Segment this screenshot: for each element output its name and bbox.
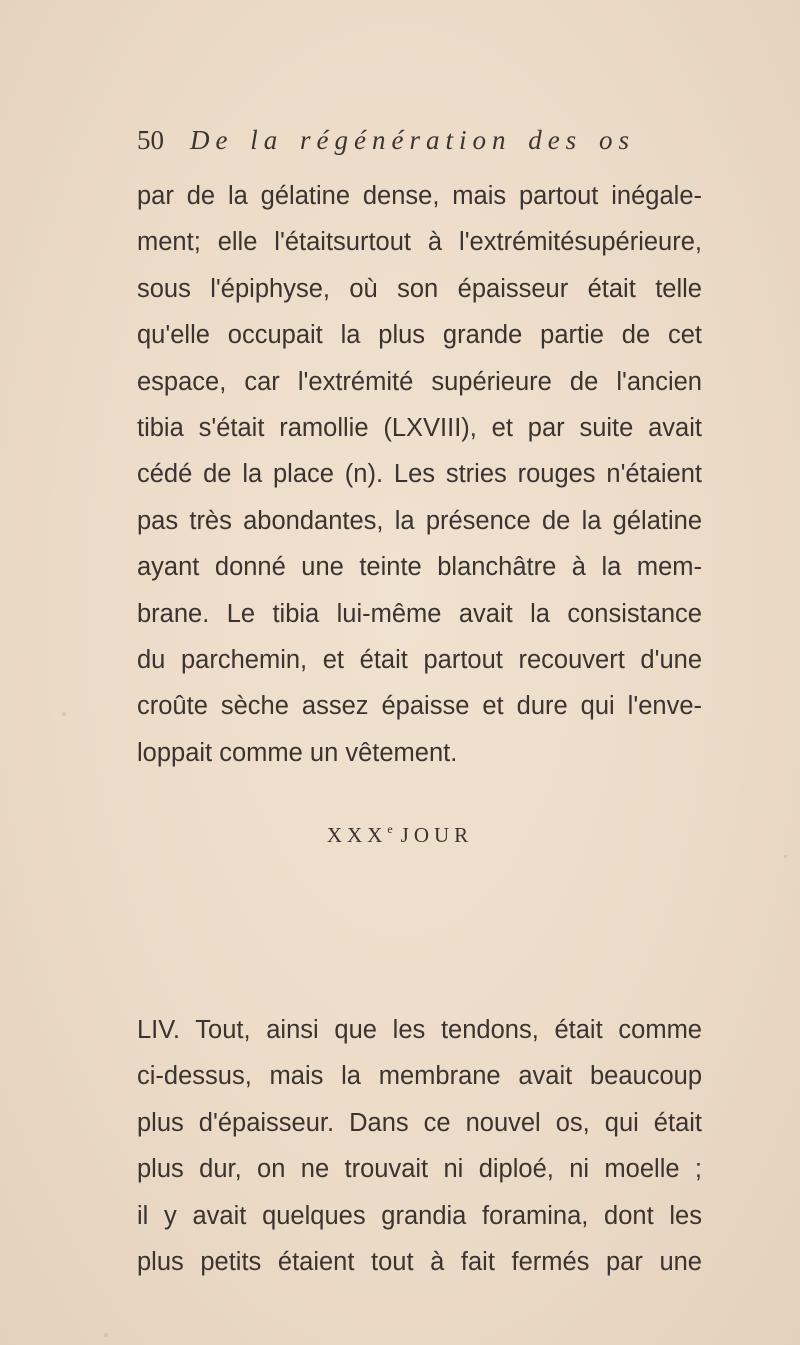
text-line: loppait comme un vêtement.	[137, 738, 458, 767]
text-line: ci-dessus, mais la membrane avait beaucoup	[137, 1062, 702, 1091]
text-line: plus petits étaient tout à fait fermés par une	[137, 1247, 702, 1276]
text-line: espace, car l'extrémité supérieure de l'ancien	[137, 367, 702, 396]
text-line: par de la gélatine dense, mais partout inégale-	[137, 182, 702, 210]
text-line: cédé de la place (n). Les stries rouges n'étaient	[137, 460, 702, 489]
text-line: sous l'épiphyse, où son épaisseur était telle	[137, 274, 702, 303]
paper-speck	[104, 1333, 108, 1337]
running-head	[137, 120, 637, 160]
text-line: ment; elle l'étaitsurtout à l'extrémitésupérieure,	[137, 228, 702, 257]
text-line: il y avait quelques grandia foramina, dont les	[137, 1201, 702, 1230]
text-line: plus d'épaisseur. Dans ce nouvel os, qui était	[137, 1108, 702, 1137]
text-line: ayant donné une teinte blanchâtre à la mem-	[137, 553, 702, 582]
section-heading-word: JOUR	[400, 823, 474, 847]
text-line: brane. Le tibia lui-même avait la consistance	[137, 599, 702, 628]
section-heading-superscript: e	[387, 822, 393, 836]
section-heading	[0, 812, 800, 852]
text-line: du parchemin, et était partout recouvert d'une	[137, 645, 702, 674]
text-line: qu'elle occupait la plus grande partie de cet	[137, 321, 702, 350]
paragraph-2	[137, 1007, 702, 1285]
page-number: 50	[137, 125, 164, 155]
text-line: tibia s'était ramollie (LXVIII), et par suite avait	[137, 413, 702, 442]
section-heading-numeral: XXX	[326, 823, 388, 847]
text-line: plus dur, on ne trouvait ni diploé, ni moelle ;	[137, 1155, 702, 1184]
text-line: croûte sèche assez épaisse et dure qui l'enve-	[137, 692, 702, 721]
paper-speck	[784, 855, 787, 858]
text-line: pas très abondantes, la présence de la gélatine	[137, 506, 702, 535]
paper-speck	[62, 712, 66, 716]
running-title: De la régénération des os	[190, 125, 635, 155]
text-line: LIV. Tout, ainsi que les tendons, était comme	[137, 1016, 702, 1044]
paragraph-1	[137, 173, 702, 776]
